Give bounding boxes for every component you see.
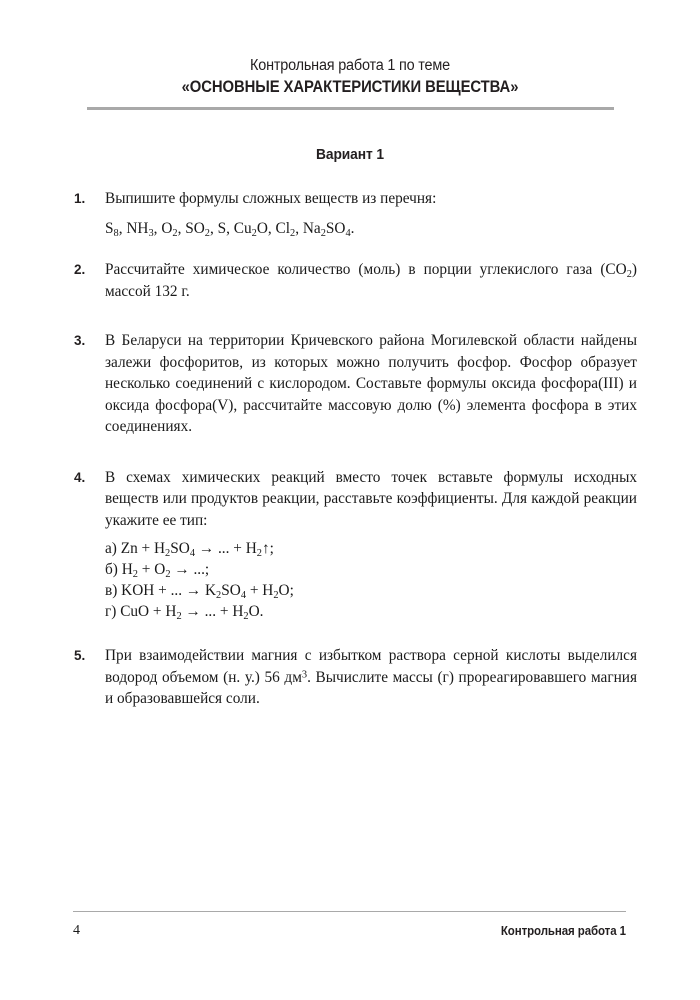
task-item <box>0 259 700 302</box>
task-item <box>0 330 700 438</box>
page-number: 4 <box>73 923 80 938</box>
page-footer <box>73 921 626 941</box>
task-item <box>0 645 700 710</box>
equation-body: CuO + $H_2$ → ... + $H_2O$. <box>120 603 264 622</box>
equation-label: в) <box>105 582 118 599</box>
header-title-line-2: «ОСНОВНЫЕ ХАРАКТЕРИСТИКИ ВЕЩЕСТВА» <box>181 78 519 96</box>
equation-list <box>105 538 637 622</box>
task-text: При взаимодействии магния с избытком раствора серной кислоты выделился водород объемом (н. у.) 56 $дм^3$. Вычислите массы (г) прореагировавшего магния и образовавшейся соли. <box>105 647 638 707</box>
equation-label: а) <box>105 540 117 557</box>
equation-body: $H_2 + O_2$ → ...; <box>121 561 210 580</box>
task-number: 1. <box>74 191 86 206</box>
equation-row <box>105 601 637 622</box>
task-list <box>0 188 700 710</box>
equation-label: б) <box>105 561 118 578</box>
task-number: 3. <box>74 333 86 348</box>
equation-row <box>105 538 637 559</box>
variant-heading: Вариант 1 <box>315 146 384 163</box>
equation-label: г) <box>105 603 117 620</box>
equation-body: KOH + ... → $K_2SO_4 + H_2O$; <box>121 582 294 601</box>
task-item <box>0 467 700 623</box>
page-header <box>87 56 613 98</box>
task-formula-list: $S_8$, $NH_3$, $O_2$, $SO_2$, S, $Cu_2O$, $Cl_2$, $Na_2SO_4$. <box>105 219 355 239</box>
task-text: Рассчитайте химическое количество (моль) в порции углекислого газа $(CO_2)$ массой 132 г. <box>105 261 637 300</box>
footer-label: Контрольная работа 1 <box>500 924 626 938</box>
equation-body: $Zn + H_2SO_4$ → ... + $H_2↑$; <box>120 540 274 559</box>
task-text: В Беларуси на территории Кричевского района Могилевской области найдены залежи фосфоритов, из которых можно получить фосфор. Фосфор образует несколько соединений с кислородом. Составьте формулы оксида фосфора(III) и оксида фосфора(V), рассчитайте массовую долю (%) элемента фосфора в этих соединениях. <box>105 332 637 435</box>
task-number: 5. <box>74 648 86 663</box>
task-text: В схемах химических реакций вместо точек вставьте формулы исходных веществ или продуктов реакции, расставьте коэффициенты. Для каждой реакции укажите ее тип: <box>105 468 637 529</box>
header-title-line-1: Контрольная работа 1 по теме <box>250 57 450 74</box>
task-item <box>0 188 700 239</box>
task-number: 2. <box>74 262 86 277</box>
footer-divider-rule <box>73 911 626 912</box>
task-text: Выпишите формулы сложных веществ из перечня: <box>105 190 437 207</box>
equation-row <box>105 559 637 580</box>
task-number: 4. <box>74 469 86 485</box>
header-divider-rule <box>87 107 614 110</box>
equation-row <box>105 580 637 601</box>
